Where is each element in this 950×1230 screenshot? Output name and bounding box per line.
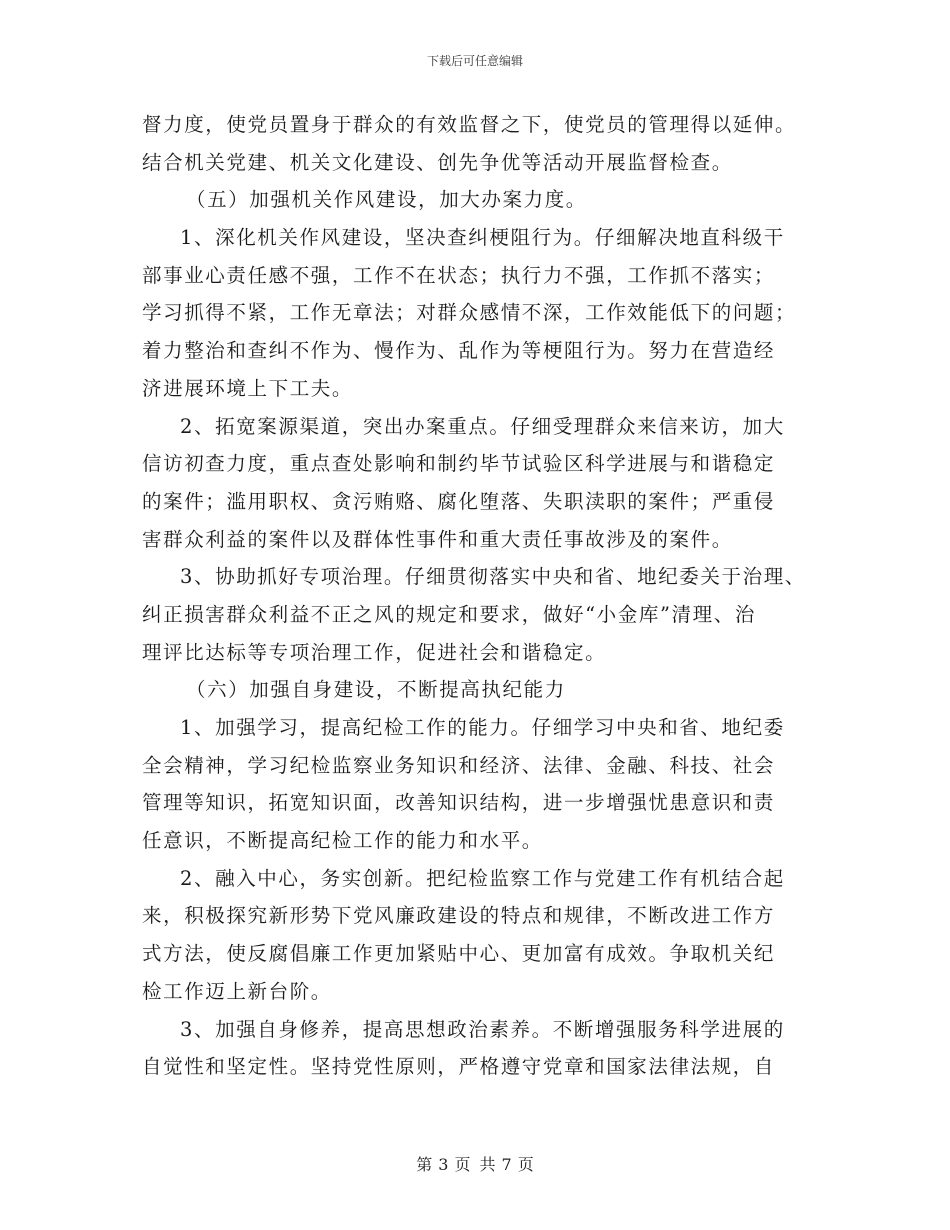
text-line: 信访初查力度，重点查处影响和制约毕节试验区科学进展与和谐稳定	[142, 452, 776, 476]
text-line: 部事业心责任感不强，工作不在状态；执行力不强，工作抓不落实；	[142, 263, 776, 287]
footer-suffix: 页	[517, 1155, 534, 1174]
text-line: 3、加强自身修养，提高思想政治素养。不断增强服务科学进展的	[180, 1017, 785, 1041]
footer-prefix: 第	[416, 1155, 433, 1174]
text-line: 纠正损害群众利益不正之风的规定和要求，做好“小金库”清理、治	[142, 602, 756, 626]
footer-mid: 页 共	[454, 1155, 496, 1174]
text-line: 着力整治和查纠不作为、慢作为、乱作为等梗阻行为。努力在营造经	[142, 339, 776, 363]
section-heading: （五）加强机关作风建设，加大办案力度。	[186, 188, 587, 212]
text-line: 管理等知识，拓宽知识面，改善知识结构，进一步增强忧患意识和责	[142, 791, 776, 815]
text-line: 任意识，不断提高纪检工作的能力和水平。	[142, 829, 543, 853]
text-line: 2、融入中心，务实创新。把纪检监察工作与党建工作有机结合起	[180, 866, 785, 890]
text-line: 济进展环境上下工夫。	[142, 376, 354, 400]
text-line: 1、深化机关作风建设，坚决查纠梗阻行为。仔细解决地直科级干	[180, 226, 785, 250]
text-line: 学习抓得不紧，工作无章法；对群众感情不深，工作效能低下的问题；	[142, 301, 797, 325]
section-heading: （六）加强自身建设，不断提高执纪能力	[186, 678, 566, 702]
text-line: 检工作迈上新台阶。	[142, 979, 332, 1003]
text-line: 自觉性和坚定性。坚持党性原则，严格遵守党章和国家法律法规，自	[142, 1055, 776, 1079]
text-line: 式方法，使反腐倡廉工作更加紧贴中心、更加富有成效。争取机关纪	[142, 942, 776, 966]
page-header: 下载后可任意编辑	[426, 54, 523, 68]
text-line: 害群众利益的案件以及群体性事件和重大责任事故涉及的案件。	[142, 527, 733, 551]
document-body	[142, 106, 814, 1086]
text-line: 全会精神，学习纪检监察业务知识和经济、法律、金融、科技、社会	[142, 753, 776, 777]
text-line: 来，积极探究新形势下党风廉政建设的特点和规律，不断改进工作方	[142, 904, 776, 928]
text-line: 3、协助抓好专项治理。仔细贯彻落实中央和省、地纪委关于治理、	[180, 565, 806, 589]
text-line: 结合机关党建、机关文化建设、创先争优等活动开展监督检查。	[142, 150, 733, 174]
footer-current-page: 3	[438, 1155, 449, 1174]
text-line: 督力度，使党员置身于群众的有效监督之下，使党员的管理得以延伸。	[142, 113, 797, 136]
footer-total-pages: 7	[501, 1155, 512, 1174]
text-line: 的案件；滥用职权、贪污贿赂、腐化堕落、失职渎职的案件；严重侵	[142, 489, 776, 513]
text-line: 1、加强学习，提高纪检工作的能力。仔细学习中央和省、地纪委	[180, 716, 785, 739]
text-line: 理评比达标等专项治理工作，促进社会和谐稳定。	[142, 640, 607, 664]
page-footer	[0, 1152, 950, 1175]
text-line: 2、拓宽案源渠道，突出办案重点。仔细受理群众来信来访，加大	[180, 414, 785, 438]
